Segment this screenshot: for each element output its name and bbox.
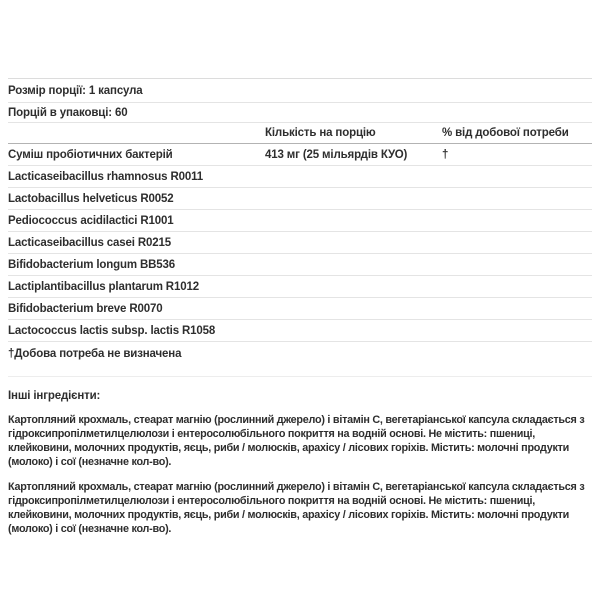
strain-name: Lactobacillus helveticus R0052 xyxy=(8,192,174,205)
supplement-facts-table xyxy=(8,78,592,342)
strain-row xyxy=(8,188,592,210)
other-ingredients-heading: Інші інгредієнти: xyxy=(8,390,101,402)
column-header-row xyxy=(8,123,592,144)
daily-value-column-header: % від добової потреби xyxy=(442,127,569,139)
strain-row xyxy=(8,276,592,298)
strain-name: Lactiplantibacillus plantarum R1012 xyxy=(8,280,199,293)
strain-row xyxy=(8,320,592,342)
strain-row xyxy=(8,166,592,188)
strain-name: Bifidobacterium longum BB536 xyxy=(8,258,176,271)
amount-column-header: Кількість на порцію xyxy=(265,127,376,139)
strain-name: Lacticaseibacillus rhamnosus R0011 xyxy=(8,170,203,183)
blend-daily-value-dagger: † xyxy=(442,148,449,161)
serving-size-text: Розмір порції: 1 капсула xyxy=(8,84,143,97)
strain-name: Pediococcus acidilactici R1001 xyxy=(8,214,174,227)
strain-row xyxy=(8,232,592,254)
probiotic-blend-row xyxy=(8,144,592,166)
ingredients-paragraph-1: Картопляний крохмаль, стеарат магнію (рослинний джерело) і вітамін C, вегетаріанської капсула складається з гідроксипропілметилцелюлози і ентеросолюбільного покриття на водній основі. Не містить: пшениці, клейковини, молочних продуктів, яєць, риби / молюсків, арахісу / лісових горіхів. Містить: молочні продукти (молоко) і сої (незначне кол-во). xyxy=(8,414,585,468)
blend-name: Суміш пробіотичних бактерій xyxy=(8,148,173,161)
daily-value-footnote: †Добова потреба не визначена xyxy=(8,348,182,360)
blend-amount: 413 мг (25 мільярдів КУО) xyxy=(265,148,408,161)
servings-per-container-row xyxy=(8,103,592,123)
strain-name: Lacticaseibacillus casei R0215 xyxy=(8,236,171,249)
strain-name: Lactococcus lactis subsp. lactis R1058 xyxy=(8,324,216,337)
strain-row xyxy=(8,254,592,276)
strain-row xyxy=(8,210,592,232)
strain-name: Bifidobacterium breve R0070 xyxy=(8,302,163,315)
strain-row xyxy=(8,298,592,320)
ingredients-paragraph-2: Картопляний крохмаль, стеарат магнію (рослинний джерело) і вітамін C, вегетаріанської капсула складається з гідроксипропілметилцелюлози і ентеросолюбільного покриття на водній основі. Не містить: пшениці, клейковини, молочних продуктів, яєць, риби / молюсків, арахісу / лісових горіхів. Містить: молочні продукти (молоко) і сої (незначне кол-во). xyxy=(8,481,585,535)
servings-per-container-text: Порцій в упаковці: 60 xyxy=(8,106,128,119)
serving-size-row xyxy=(8,79,592,103)
section-divider xyxy=(8,376,592,377)
